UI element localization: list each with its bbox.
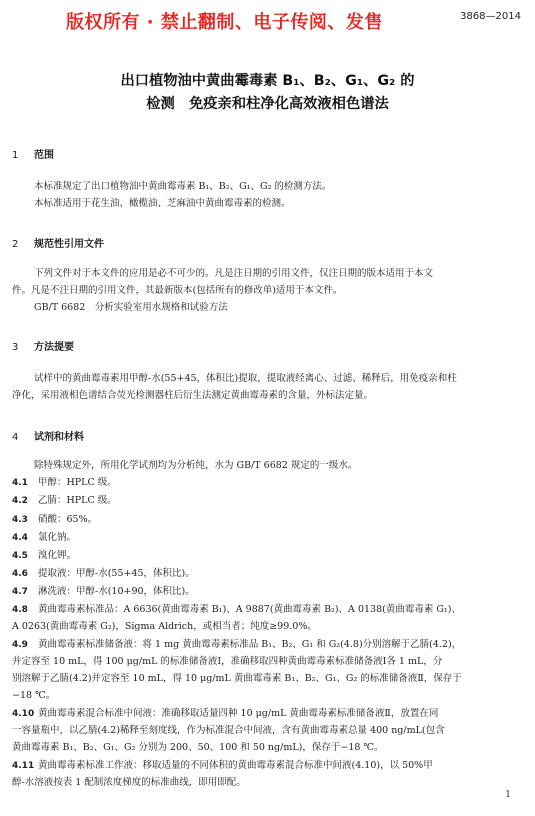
- section-number: 2: [12, 239, 19, 250]
- item-number: 4.2: [12, 496, 28, 506]
- list-item: [12, 636, 461, 654]
- section-heading-1: [12, 146, 54, 161]
- item-text: 乙腈：HPLC 级。: [38, 495, 117, 506]
- section-title: 范围: [34, 150, 54, 161]
- list-item: [12, 583, 195, 601]
- item-text: 氯化钠。: [38, 532, 77, 543]
- paragraph: 试样中的黄曲霉毒素用甲醇-水(55+45，体积比)提取，提取液经离心、过滤、稀释后，用免疫亲和柱: [34, 373, 457, 384]
- item-text: 硝酸：65%。: [38, 514, 98, 525]
- paragraph: 净化，采用液相色谱结合荧光检测器柱后衍生法测定黄曲霉毒素的含量，外标法定量。: [12, 390, 374, 401]
- paragraph: 本标准规定了出口植物油中黄曲霉毒素 B₁、B₂、G₁、G₂ 的检测方法。: [34, 181, 332, 192]
- list-item: [12, 474, 117, 492]
- item-text: 提取液：甲醇-水(55+45，体积比)。: [38, 568, 195, 579]
- list-item: [12, 601, 461, 619]
- item-number: 4.10: [12, 709, 35, 719]
- item-text: 黄曲霉毒素标准工作液：移取适量的不同体积的黄曲霉毒素混合标准中间液(4.10)，以 50%甲: [38, 760, 433, 771]
- item-continuation: 并定容至 10 mL，得 100 μg/mL 的标准储备液Ⅰ，准确移取四种黄曲霉毒素标准储备液Ⅰ各 1 mL，分: [12, 656, 443, 667]
- item-number: 4.1: [12, 478, 28, 488]
- item-text: 黄曲霉毒素标准品：A 6636(黄曲霉毒素 B₁)、A 9887(黄曲霉毒素 B₂)、A 0138(黄曲霉毒素 G₁)、: [38, 604, 461, 615]
- list-item: [12, 492, 117, 510]
- list-item: [12, 705, 438, 723]
- item-continuation: −18 ℃。: [12, 690, 56, 701]
- item-continuation: 醇-水溶液按表 1 配制浓度梯度的标准曲线，即用即配。: [12, 777, 246, 788]
- item-number: 4.9: [12, 640, 28, 650]
- item-number: 4.8: [12, 605, 28, 615]
- item-number: 4.7: [12, 587, 28, 597]
- item-number: 4.6: [12, 569, 28, 579]
- list-item: [12, 547, 76, 565]
- list-item: [12, 565, 195, 583]
- referenced-standard: GB/T 6682 分析实验室用水规格和试验方法: [34, 302, 228, 313]
- paragraph: 件。凡是不注日期的引用文件，其最新版本(包括所有的修改单)适用于本文件。: [12, 285, 343, 296]
- paragraph: 下列文件对于本文件的应用是必不可少的。凡是注日期的引用文件，仅注日期的版本适用于本文: [34, 268, 434, 279]
- item-text: 黄曲霉毒素混合标准中间液：准确移取适量四种 10 μg/mL 黄曲霉毒素标准储备液Ⅱ，放置在同: [38, 708, 439, 719]
- section-number: 1: [12, 150, 19, 161]
- item-number: 4.5: [12, 551, 28, 561]
- list-item: [12, 757, 433, 775]
- item-continuation: 黄曲霉毒素 B₁、B₂、G₁、G₂ 分别为 200、50、100 和 50 ng/mL)，保存于−18 ℃。: [12, 742, 384, 753]
- document-title-line2: 检测 免疫亲和柱净化高效液相色谱法: [146, 96, 389, 112]
- item-number: 4.4: [12, 533, 28, 543]
- item-continuation: A 0263(黄曲霉毒素 G₂)，Sigma Aldrich，或相当者；纯度≥99.0%。: [12, 621, 317, 632]
- section-number: 4: [12, 432, 19, 443]
- section-heading-2: [12, 235, 104, 250]
- item-number: 4.3: [12, 515, 28, 525]
- item-text: 甲醇：HPLC 级。: [38, 477, 117, 488]
- section-title: 规范性引用文件: [34, 239, 104, 250]
- item-number: 4.11: [12, 761, 35, 771]
- item-text: 黄曲霉毒素标准储备液：将 1 mg 黄曲霉毒素标准品 B₁、B₂、G₁ 和 G₂(4.8)分别溶解于乙腈(4.2)，: [38, 639, 462, 650]
- item-text: 溴化钾。: [38, 550, 77, 561]
- list-item: [12, 529, 76, 547]
- document-title-line1: 出口植物油中黄曲霉毒素 B₁、B₂、G₁、G₂ 的: [120, 73, 415, 89]
- page-number: 1: [505, 790, 511, 800]
- section-title: 试剂和材料: [34, 432, 84, 443]
- watermark: 版权所有 · 禁止翻制、电子传阅、发售: [66, 12, 383, 33]
- item-continuation: 别溶解于乙腈(4.2)并定容至 10 mL，得 10 μg/mL 黄曲霉毒素 B₁、B₂、G₁、G₂ 的标准储备液Ⅱ，保存于: [12, 673, 462, 684]
- item-continuation: 一容量瓶中，以乙腈(4.2)稀释至刻度线，作为标准混合中间液，含有黄曲霉毒素总量 400 ng/mL(包含: [12, 725, 445, 736]
- section-heading-3: [12, 338, 74, 353]
- paragraph: 本标准适用于花生油、橄榄油、芝麻油中黄曲霉毒素的检测。: [34, 198, 291, 209]
- list-item: [12, 511, 97, 529]
- section-heading-4: [12, 428, 84, 443]
- paragraph: 除特殊规定外，所用化学试剂均为分析纯，水为 GB/T 6682 规定的一级水。: [34, 460, 358, 471]
- section-number: 3: [12, 342, 19, 353]
- standard-number: 3868—2014: [460, 11, 521, 22]
- item-text: 淋洗液：甲醇-水(10+90，体积比)。: [38, 586, 195, 597]
- section-title: 方法提要: [34, 342, 74, 353]
